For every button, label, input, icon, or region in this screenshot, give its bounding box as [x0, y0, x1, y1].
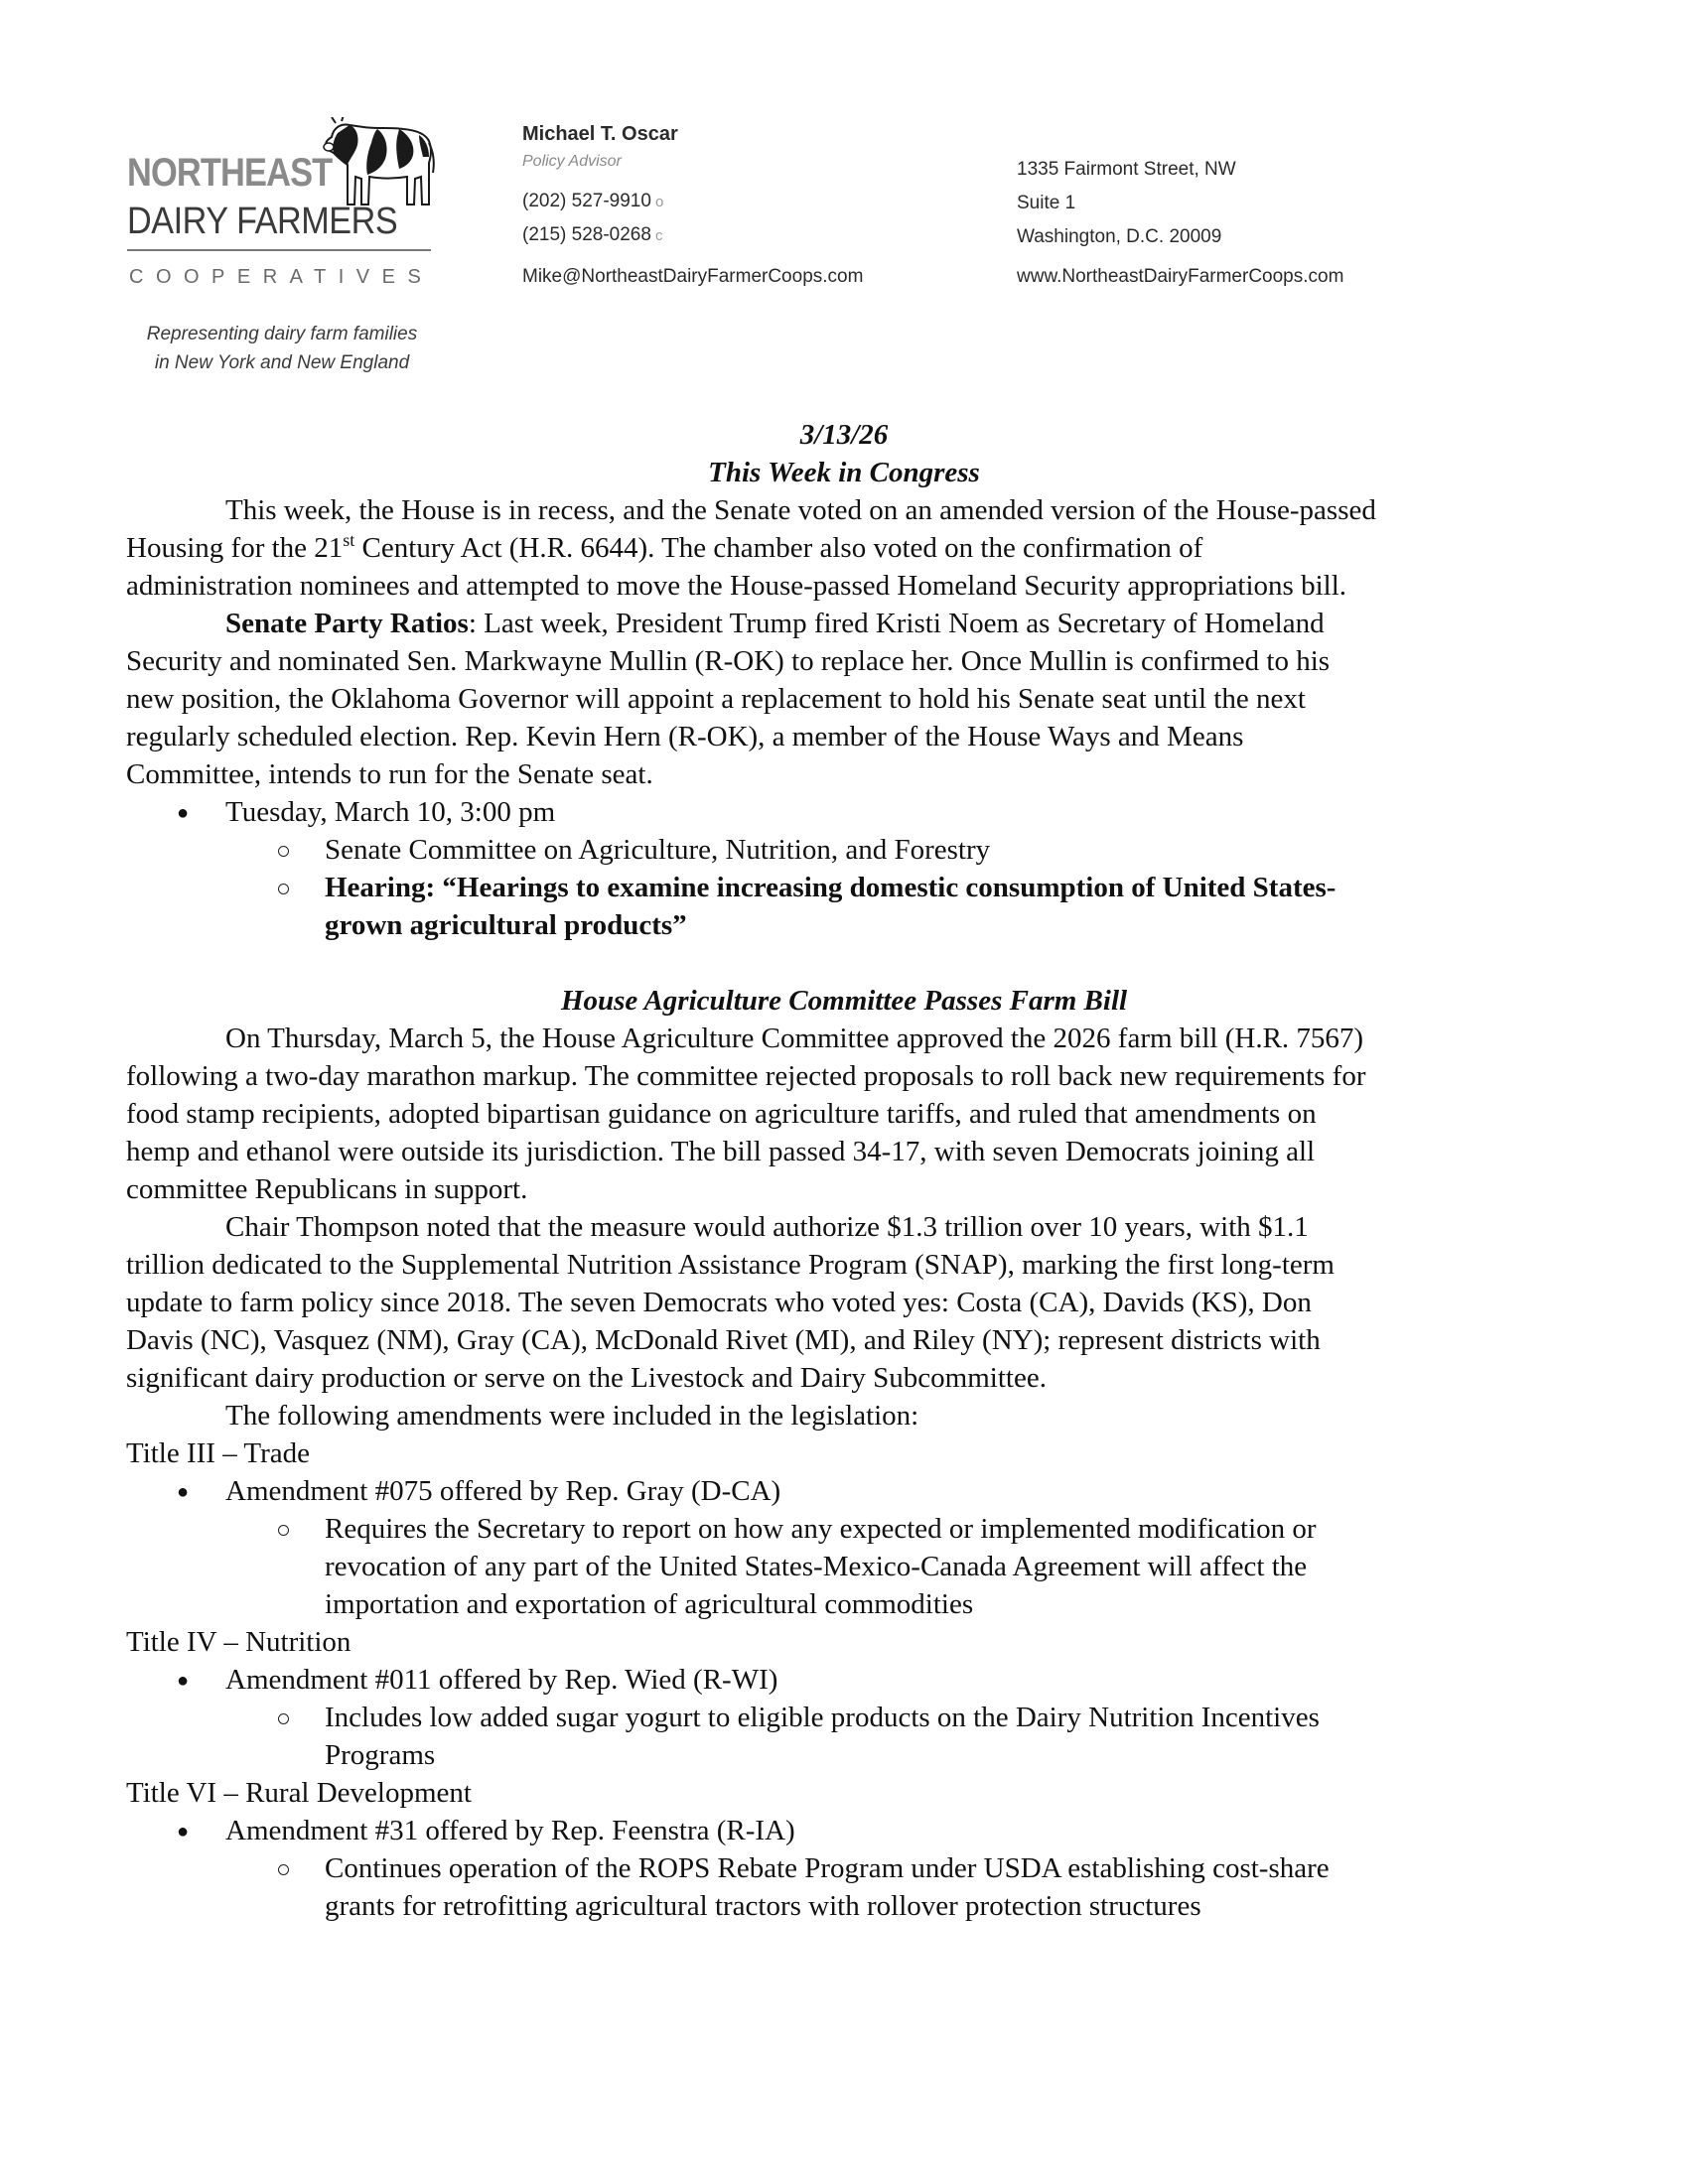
circle-bullet-icon: [278, 846, 289, 857]
p4-line-1: Chair Thompson noted that the measure would authorize $1.3 trillion over 10 years, with $1.1: [225, 1211, 1309, 1243]
logo-line-3: COOPERATIVES: [129, 266, 434, 288]
doc-date: 3/13/26: [799, 419, 889, 451]
p4-line-5: significant dairy production or serve on the Livestock and Dairy Subcommittee.: [126, 1362, 1047, 1394]
hearing-title-line-1: Hearing: “Hearings to examine increasing domestic consumption of United States-: [325, 872, 1336, 903]
address-street: 1335 Fairmont Street, NW: [1017, 159, 1236, 180]
circle-bullet-icon: [278, 1525, 289, 1536]
p3-line-2: following a two-day marathon markup. The committee rejected proposals to roll back new requirements for: [126, 1060, 1366, 1092]
title-6-detail-2: grants for retrofitting agricultural tractors with rollover protection structures: [325, 1890, 1201, 1922]
p3-line-4: hemp and ethanol were outside its jurisdiction. The bill passed 34-17, with seven Democrats joining all: [126, 1136, 1316, 1167]
p3-line-1: On Thursday, March 5, the House Agriculture Committee approved the 2026 farm bill (H.R. 7567): [225, 1023, 1364, 1054]
contact-name: Michael T. Oscar: [522, 123, 678, 145]
address-city: Washington, D.C. 20009: [1017, 226, 1222, 247]
tagline: [117, 320, 447, 377]
p2-line-2: Security and nominated Sen. Markwayne Mullin (R-OK) to replace her. Once Mullin is confirmed to his: [126, 645, 1331, 677]
phone-office-number: (202) 527-9910: [522, 191, 651, 211]
cow-icon: [320, 117, 437, 208]
title-6-amendment: Amendment #31 offered by Rep. Feenstra (R-IA): [225, 1815, 795, 1846]
hearing-title-line-2: grown agricultural products”: [325, 909, 687, 941]
tagline-line-1: Representing dairy farm families: [146, 324, 418, 344]
title-3-heading: Title III – Trade: [126, 1437, 311, 1469]
p2-label: Senate Party Ratios: [225, 608, 469, 639]
p4-line-3: update to farm policy since 2018. The seven Democrats who voted yes: Costa (CA), Davids (KS), Don: [126, 1287, 1312, 1318]
title-4-amendment: Amendment #011 offered by Rep. Wied (R-WI): [225, 1664, 778, 1696]
address-suite: Suite 1: [1017, 193, 1076, 213]
title-6-heading: Title VI – Rural Development: [126, 1777, 472, 1809]
schedule-committee: Senate Committee on Agriculture, Nutrition, and Forestry: [325, 834, 991, 866]
circle-bullet-icon: [278, 1713, 289, 1724]
p1-line-3: administration nominees and attempted to move the House-passed Homeland Security appropriations bill.: [126, 570, 1347, 602]
company-logo: [125, 117, 443, 292]
schedule-when: Tuesday, March 10, 3:00 pm: [225, 796, 556, 828]
contact-email[interactable]: Mike@NortheastDairyFarmerCoops.com: [522, 266, 864, 287]
tagline-line-2: in New York and New England: [154, 352, 410, 373]
phone-cell-suffix: c: [654, 227, 663, 244]
heading-farm-bill: House Agriculture Committee Passes Farm Bill: [560, 985, 1128, 1017]
p1-line-2a: Housing for the 21: [126, 532, 344, 564]
p4-line-4: Davis (NC), Vasquez (NM), Gray (CA), McDonald Rivet (MI), and Riley (NY); represent districts with: [126, 1324, 1321, 1356]
circle-bullet-icon: [278, 884, 289, 894]
contact-phone-cell: [522, 224, 662, 246]
title-3-detail-2: revocation of any part of the United States-Mexico-Canada Agreement will affect the: [325, 1551, 1308, 1582]
title-3-detail-1: Requires the Secretary to report on how any expected or implemented modification or: [325, 1513, 1317, 1545]
bullet-icon: ●: [177, 1670, 190, 1692]
circle-bullet-icon: [278, 1864, 289, 1875]
title-3-detail-3: importation and exportation of agricultural commodities: [325, 1588, 974, 1620]
heading-this-week: This Week in Congress: [708, 457, 980, 488]
p3-line-3: food stamp recipients, adopted bipartisan guidance on agriculture tariffs, and ruled that amendments on: [126, 1098, 1317, 1130]
logo-line-2: DAIRY FARMERS: [127, 201, 398, 242]
p2-line-3: new position, the Oklahoma Governor will appoint a replacement to hold his Senate seat until the next: [126, 683, 1306, 715]
logo-line-1: NORTHEAST: [127, 151, 333, 195]
p3-line-5: committee Republicans in support.: [126, 1173, 528, 1205]
bullet-icon: ●: [177, 802, 190, 824]
p2-line-4: regularly scheduled election. Rep. Kevin Hern (R-OK), a member of the House Ways and Means: [126, 721, 1244, 752]
p2-line-5: Committee, intends to run for the Senate seat.: [126, 758, 653, 790]
contact-phone-office: [522, 191, 663, 212]
p4-line-2: trillion dedicated to the Supplemental Nutrition Assistance Program (SNAP), marking the first long-term: [126, 1249, 1335, 1281]
logo-divider: [127, 249, 431, 251]
website-link[interactable]: www.NortheastDairyFarmerCoops.com: [1017, 266, 1344, 287]
phone-cell-number: (215) 528-0268: [522, 224, 651, 245]
bullet-icon: ●: [177, 1481, 190, 1503]
p5-line-1: The following amendments were included in the legislation:: [225, 1400, 919, 1432]
title-3-amendment: Amendment #075 offered by Rep. Gray (D-CA): [225, 1475, 781, 1507]
contact-title: Policy Advisor: [522, 153, 622, 170]
p1-line-2: [126, 532, 1202, 565]
phone-office-suffix: o: [654, 194, 664, 210]
title-6-detail-1: Continues operation of the ROPS Rebate Program under USDA establishing cost-share: [325, 1852, 1330, 1884]
p2-line-1: [225, 608, 1325, 640]
p1-superscript: st: [343, 530, 355, 550]
title-4-detail-2: Programs: [325, 1739, 436, 1771]
p2-line-1-text: : Last week, President Trump fired Kristi Noem as Secretary of Homeland: [468, 608, 1325, 639]
p1-line-1: This week, the House is in recess, and the Senate voted on an amended version of the House-passed: [225, 494, 1376, 526]
title-4-detail-1: Includes low added sugar yogurt to eligible products on the Dairy Nutrition Incentives: [325, 1702, 1320, 1733]
title-4-heading: Title IV – Nutrition: [126, 1626, 352, 1658]
p1-line-2b: Century Act (H.R. 6644). The chamber also voted on the confirmation of: [354, 532, 1203, 564]
bullet-icon: ●: [177, 1821, 190, 1843]
